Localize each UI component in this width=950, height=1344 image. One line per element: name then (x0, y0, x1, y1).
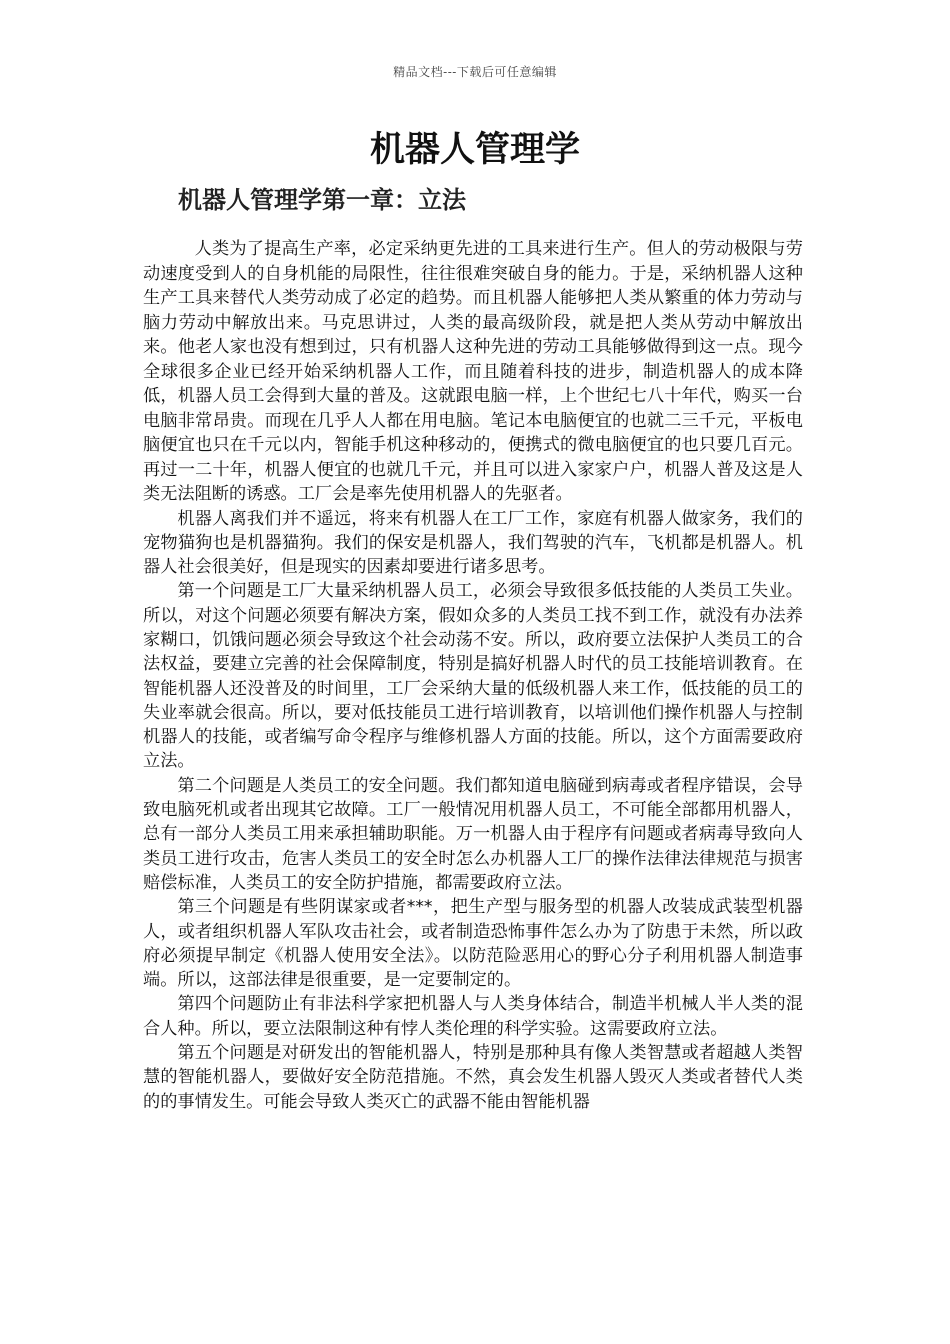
paragraph-3: 第一个问题是工厂大量采纳机器人员工，必须会导致很多低技能的人类员工失业。所以，对这个问题必须要有解决方案，假如众多的人类员工找不到工作，就没有办法养家糊口，饥饿问题必须会导致这个社会动荡不安。所以，政府要立法保护人类员工的合法权益，要建立完善的社会保障制度，特别是搞好机器人时代的员工技能培训教育。在智能机器人还没普及的时间里，工厂会采纳大量的低级机器人来工作，低技能的员工的失业率就会很高。所以，要对低技能员工进行培训教育，以培训他们操作机器人与控制机器人的技能，或者编写命令程序与维修机器人方面的技能。所以，这个方面需要政府立法。 (143, 581, 803, 772)
page-header: 精品文档---下载后可任意编辑 (393, 65, 557, 79)
chapter-title: 机器人管理学第一章：立法 (178, 186, 466, 214)
paragraph-4: 第二个问题是人类员工的安全问题。我们都知道电脑碰到病毒或者程序错误，会导致电脑死机或者出现其它故障。工厂一般情况用机器人员工，不可能全部都用机器人，总有一部分人类员工用来承担辅助职能。万一机器人由于程序有问题或者病毒导致向人类员工进行攻击，危害人类员工的安全时怎么办机器人工厂的操作法律法律规范与损害赔偿标准，人类员工的安全防护措施，都需要政府立法。 (143, 775, 803, 893)
paragraph-2: 机器人离我们并不遥远，将来有机器人在工厂工作，家庭有机器人做家务，我们的宠物猫狗也是机器猫狗。我们的保安是机器人，我们驾驶的汽车，飞机都是机器人。机器人社会很美好，但是现实的因素却要进行诸多思考。 (143, 508, 803, 578)
paragraph-6: 第四个问题防止有非法科学家把机器人与人类身体结合，制造半机械人半人类的混合人种。所以，要立法限制这种有悖人类伦理的科学实验。这需要政府立法。 (143, 994, 803, 1039)
paragraph-1: 人类为了提高生产率，必定采纳更先进的工具来进行生产。但人的劳动极限与劳动速度受到人的自身机能的局限性，往往很难突破自身的能力。于是，采纳机器人这种生产工具来替代人类劳动成了必定的趋势。而且机器人能够把人类从繁重的体力劳动与脑力劳动中解放出来。马克思讲过，人类的最高级阶段，就是把人类从劳动中解放出来。他老人家也没有想到过，只有机器人这种先进的劳动工具能够做得到这一点。现今全球很多企业已经开始采纳机器人工作，而且随着科技的进步，制造机器人的成本降低，机器人员工会得到大量的普及。这就跟电脑一样，上个世纪七八十年代，购买一台电脑非常昂贵。而现在几乎人人都在用电脑。笔记本电脑便宜的也就二三千元，平板电脑便宜也只在千元以内，智能手机这种移动的，便携式的微电脑便宜的也只要几百元。再过一二十年，机器人便宜的也就几千元，并且可以进入家家户户，机器人普及这是人类无法阻断的诱惑。工厂会是率先使用机器人的先驱者。 (143, 239, 803, 504)
document-body (143, 237, 803, 1114)
paragraph-7: 第五个问题是对研发出的智能机器人，特别是那种具有像人类智慧或者超越人类智慧的智能机器人，要做好安全防范措施。不然，真会发生机器人毁灭人类或者替代人类的的事情发生。可能会导致人类灭亡的武器不能由智能机器 (143, 1043, 803, 1112)
document-title: 机器人管理学 (369, 130, 580, 170)
paragraph-5: 第三个问题是有些阴谋家或者***，把生产型与服务型的机器人改装成武装型机器人，或者组织机器人军队攻击社会，或者制造恐怖事件怎么办为了防患于未然，所以政府必须提早制定《机器人使用安全法》。以防范险恶用心的野心分子利用机器人制造事端。所以，这部法律是很重要，是一定要制定的。 (143, 897, 803, 991)
